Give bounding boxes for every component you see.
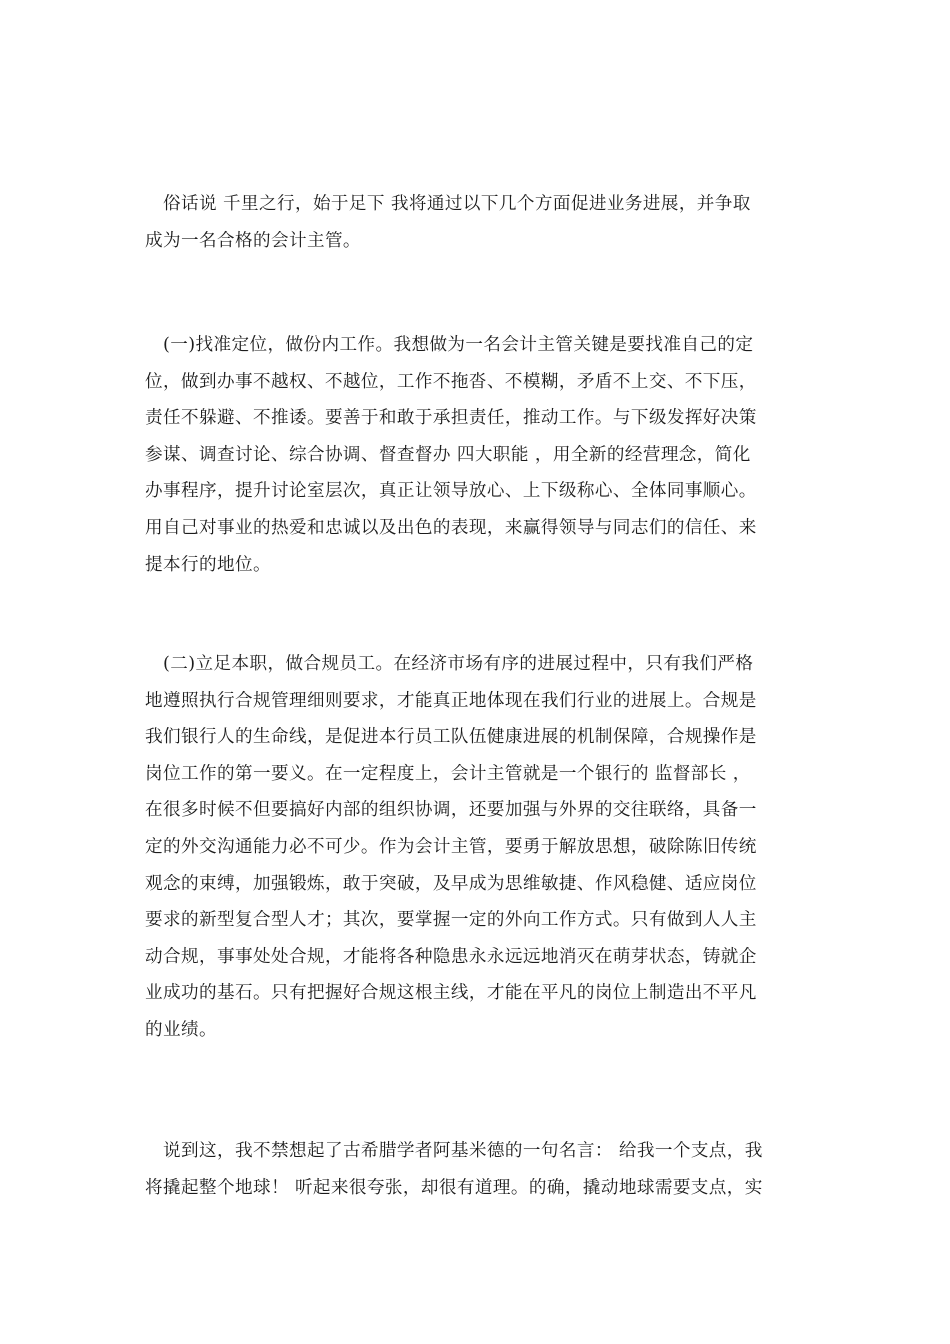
text-line: 的业绩。	[145, 1019, 217, 1040]
text-line: 办事程序，提升讨论室层次，真正让领导放心、上下级称心、全体同事顺心。	[145, 481, 757, 502]
text-line: 业成功的基石。只有把握好合规这根主线，才能在平凡的岗位上制造出不平凡	[145, 983, 757, 1004]
text-line: 说到这，我不禁想起了古希腊学者阿基米德的一句名言： 给我一个支点，我	[163, 1141, 763, 1161]
text-line: 将撬起整个地球！ 听起来很夸张，却很有道理。的确，撬动地球需要支点，实	[145, 1177, 763, 1198]
text-line: 提本行的地位。	[145, 554, 271, 575]
text-line: 定的外交沟通能力必不可少。作为会计主管，要勇于解放思想，破除陈旧传统	[145, 836, 757, 857]
text-line: 成为一名合格的会计主管。	[145, 230, 361, 251]
text-line: 用自己对事业的热爱和忠诚以及出色的表现，来赢得领导与同志们的信任、来	[145, 517, 757, 538]
text-line: 要求的新型复合型人才；其次，要掌握一定的外向工作方式。只有做到人人主	[145, 910, 757, 931]
text-line: (二)立足本职，做合规员工。在经济市场有序的进展过程中，只有我们严格	[163, 654, 754, 674]
text-line: 我们银行人的生命线，是促进本行员工队伍健康进展的机制保障，合规操作是	[145, 727, 757, 748]
text-line: 岗位工作的第一要义。在一定程度上，会计主管就是一个银行的 监督部长 ，	[145, 763, 751, 784]
paragraph-section-2	[145, 646, 810, 1049]
text-line: 地遵照执行合规管理细则要求，才能真正地体现在我们行业的进展上。合规是	[145, 690, 757, 711]
paragraph-archimedes	[145, 1133, 810, 1206]
text-line: 责任不躲避、不推诿。要善于和敢于承担责任，推动工作。与下级发挥好决策	[145, 408, 757, 429]
text-line: 位，做到办事不越权、不越位，工作不拖沓、不模糊，矛盾不上交、不下压，	[145, 371, 757, 392]
paragraph-intro	[145, 186, 810, 259]
text-line: 参谋、调查讨论、综合协调、督查督办 四大职能 ，用全新的经营理念，简化	[145, 444, 751, 465]
text-line: 观念的束缚，加强锻炼，敢于突破，及早成为思维敏捷、作风稳健、适应岗位	[145, 873, 757, 894]
paragraph-section-1	[145, 327, 810, 583]
text-line: (一)找准定位，做份内工作。我想做为一名会计主管关键是要找准自己的定	[163, 335, 754, 355]
text-line: 俗话说 千里之行，始于足下 我将通过以下几个方面促进业务进展，并争取	[163, 194, 751, 214]
text-line: 在很多时候不但要搞好内部的组织协调，还要加强与外界的交往联络，具备一	[145, 800, 757, 821]
text-line: 动合规，事事处处合规，才能将各种隐患永永远远地消灭在萌芽状态，铸就企	[145, 946, 757, 967]
